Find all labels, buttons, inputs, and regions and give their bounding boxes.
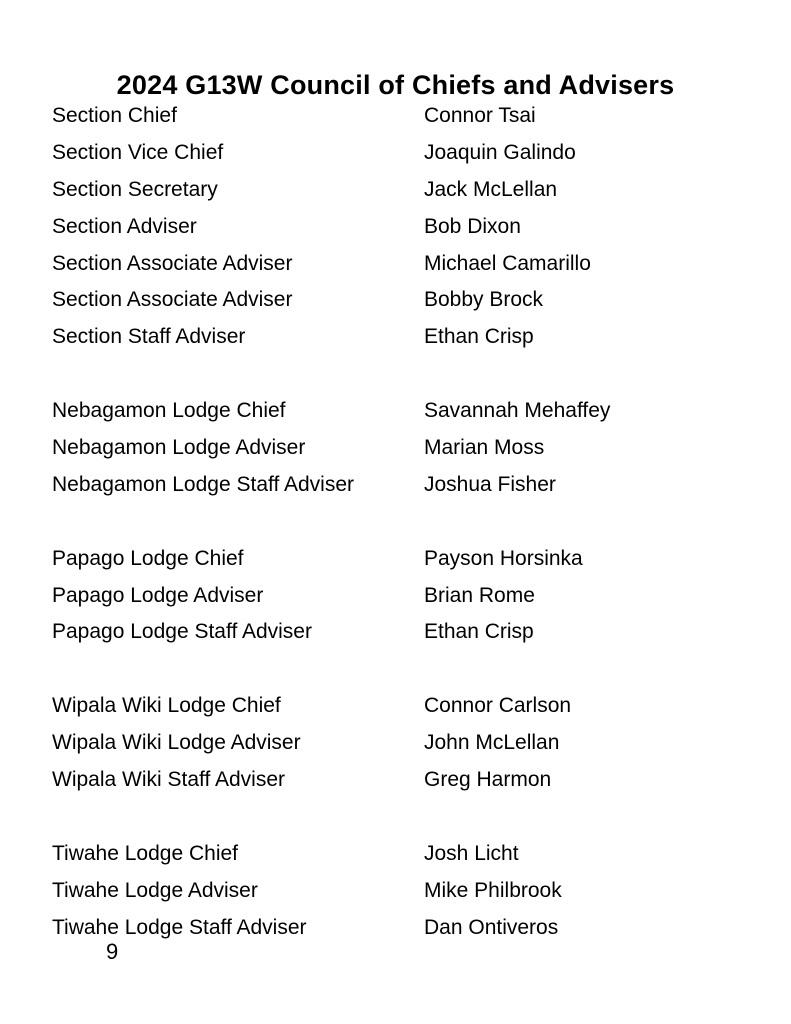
person-name: Bob Dixon	[424, 214, 521, 238]
roster-row	[52, 728, 752, 765]
role-label: Nebagamon Lodge Adviser	[52, 436, 306, 460]
person-name: Michael Camarillo	[424, 251, 591, 275]
role-label: Section Secretary	[52, 177, 218, 201]
person-name: Dan Ontiveros	[424, 915, 559, 939]
role-label: Papago Lodge Chief	[52, 546, 244, 570]
role-label: Papago Lodge Staff Adviser	[52, 620, 312, 644]
roster-row	[52, 470, 752, 507]
person-name: Payson Horsinka	[424, 546, 583, 570]
role-label: Section Adviser	[52, 214, 197, 238]
roster-row	[52, 285, 752, 322]
person-name: Marian Moss	[424, 436, 545, 460]
roster-row	[52, 581, 752, 618]
person-name: Jack McLellan	[424, 177, 558, 201]
role-label: Tiwahe Lodge Chief	[52, 841, 239, 865]
role-label: Wipala Wiki Lodge Chief	[52, 694, 281, 718]
person-name: Josh Licht	[424, 841, 519, 865]
person-name: Connor Carlson	[424, 694, 572, 718]
person-name: Brian Rome	[424, 583, 535, 607]
role-label: Section Associate Adviser	[52, 251, 293, 275]
person-name: Mike Philbrook	[424, 878, 562, 902]
person-name: Joshua Fisher	[424, 472, 556, 496]
page-number: 9	[106, 939, 119, 964]
roster-row	[52, 617, 752, 654]
roster-row	[52, 101, 752, 138]
roster-row	[52, 138, 752, 175]
role-label: Wipala Wiki Staff Adviser	[52, 768, 286, 792]
person-name: Ethan Crisp	[424, 620, 534, 644]
roster-row	[52, 839, 752, 876]
role-label: Section Staff Adviser	[52, 325, 246, 349]
person-name: Greg Harmon	[424, 768, 552, 792]
roster-row	[52, 249, 752, 286]
role-label: Nebagamon Lodge Staff Adviser	[52, 472, 354, 496]
role-label: Tiwahe Lodge Staff Adviser	[52, 915, 307, 939]
roster-row	[52, 175, 752, 212]
roster-row	[52, 322, 752, 359]
person-name: Savannah Mehaffey	[424, 399, 611, 423]
roster-row	[52, 913, 752, 950]
role-label: Section Vice Chief	[52, 140, 224, 164]
roster-row	[52, 396, 752, 433]
person-name: Ethan Crisp	[424, 325, 534, 349]
role-label: Section Chief	[52, 104, 177, 127]
roster-row	[52, 544, 752, 581]
person-name: Bobby Brock	[424, 288, 544, 312]
page-title: 2024 G13W Council of Chiefs and Advisers	[116, 70, 675, 101]
roster-list	[52, 101, 752, 949]
roster-row	[52, 433, 752, 470]
role-label: Section Associate Adviser	[52, 288, 293, 312]
role-label: Nebagamon Lodge Chief	[52, 399, 286, 423]
person-name: Joaquin Galindo	[424, 140, 576, 164]
roster-row	[52, 765, 752, 802]
role-label: Papago Lodge Adviser	[52, 583, 264, 607]
roster-row	[52, 876, 752, 913]
roster-row	[52, 212, 752, 249]
role-label: Wipala Wiki Lodge Adviser	[52, 731, 301, 755]
person-name: John McLellan	[424, 731, 560, 755]
roster-row	[52, 691, 752, 728]
person-name: Connor Tsai	[424, 104, 536, 127]
role-label: Tiwahe Lodge Adviser	[52, 878, 258, 902]
